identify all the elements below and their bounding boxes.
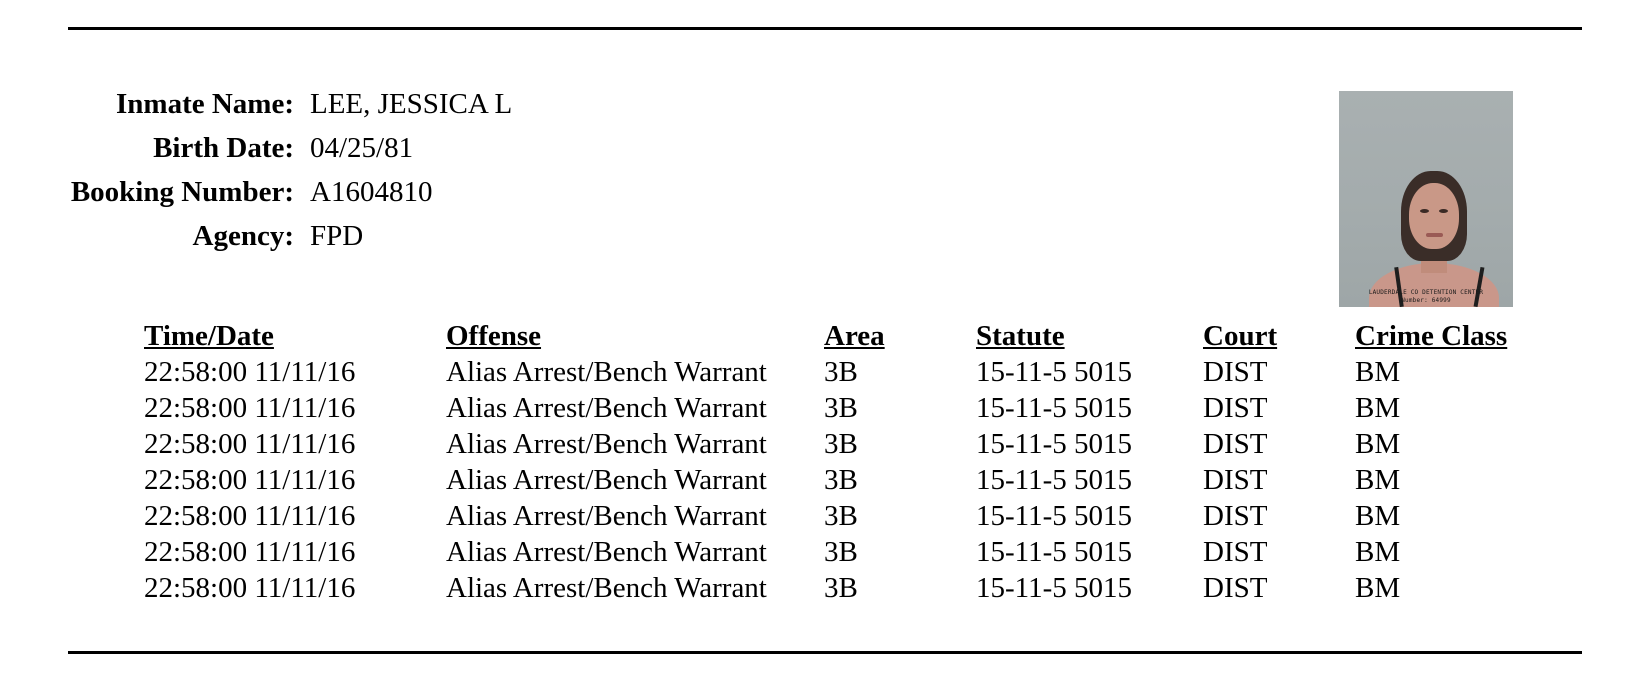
charge-area: 3B (824, 392, 858, 424)
header-crime-class: Crime Class (1355, 320, 1508, 352)
charge-row (144, 572, 1525, 608)
charge-row (144, 500, 1525, 536)
charge-time-date: 22:58:00 11/11/16 (144, 464, 356, 496)
charge-crime-class: BM (1355, 464, 1401, 496)
charge-crime-class: BM (1355, 500, 1401, 532)
charge-statute: 15-11-5 5015 (976, 500, 1132, 532)
agency-row (0, 220, 512, 264)
charge-offense: Alias Arrest/Bench Warrant (446, 572, 767, 604)
charge-statute: 15-11-5 5015 (976, 536, 1132, 568)
charge-offense: Alias Arrest/Bench Warrant (446, 464, 767, 496)
header-time-date: Time/Date (144, 320, 274, 352)
header-court: Court (1203, 320, 1278, 352)
booking-number-row (0, 176, 512, 220)
charge-area: 3B (824, 500, 858, 532)
charge-court: DIST (1203, 464, 1268, 496)
charge-offense: Alias Arrest/Bench Warrant (446, 428, 767, 460)
charge-row (144, 536, 1525, 572)
header-offense: Offense (446, 320, 542, 352)
charge-crime-class: BM (1355, 392, 1401, 424)
charge-statute: 15-11-5 5015 (976, 428, 1132, 460)
header-area: Area (824, 320, 885, 352)
charge-time-date: 22:58:00 11/11/16 (144, 428, 356, 460)
charge-crime-class: BM (1355, 428, 1401, 460)
charge-court: DIST (1203, 356, 1268, 388)
photo-mouth (1426, 233, 1443, 237)
photo-eye-left (1420, 209, 1429, 213)
charge-statute: 15-11-5 5015 (976, 464, 1132, 496)
charge-crime-class: BM (1355, 356, 1401, 388)
charges-table (144, 320, 1525, 608)
birth-date-label: Birth Date: (153, 132, 294, 164)
photo-caption-line1: LAUDERDALE CO DETENTION CENTER (1368, 289, 1484, 296)
charge-row (144, 356, 1525, 392)
booking-number-value: A1604810 (310, 176, 433, 208)
inmate-name-row (0, 88, 512, 132)
inmate-name-value: LEE, JESSICA L (310, 88, 513, 120)
booking-number-label: Booking Number: (70, 176, 294, 208)
charges-header-row (144, 320, 1525, 356)
charge-area: 3B (824, 464, 858, 496)
charge-offense: Alias Arrest/Bench Warrant (446, 500, 767, 532)
charge-area: 3B (824, 536, 858, 568)
charge-statute: 15-11-5 5015 (976, 392, 1132, 424)
photo-eye-right (1439, 209, 1448, 213)
charge-court: DIST (1203, 536, 1268, 568)
charge-court: DIST (1203, 392, 1268, 424)
charge-statute: 15-11-5 5015 (976, 356, 1132, 388)
charge-offense: Alias Arrest/Bench Warrant (446, 356, 767, 388)
charge-row (144, 464, 1525, 500)
charge-offense: Alias Arrest/Bench Warrant (446, 536, 767, 568)
charge-row (144, 428, 1525, 464)
charge-crime-class: BM (1355, 536, 1401, 568)
charge-time-date: 22:58:00 11/11/16 (144, 536, 356, 568)
booking-photo (1339, 91, 1513, 307)
top-divider (68, 27, 1582, 30)
inmate-info (0, 88, 512, 264)
charge-time-date: 22:58:00 11/11/16 (144, 392, 356, 424)
charge-area: 3B (824, 356, 858, 388)
charge-court: DIST (1203, 428, 1268, 460)
photo-caption (1339, 289, 1513, 305)
charge-offense: Alias Arrest/Bench Warrant (446, 392, 767, 424)
charge-time-date: 22:58:00 11/11/16 (144, 572, 356, 604)
charge-row (144, 392, 1525, 428)
charge-crime-class: BM (1355, 572, 1401, 604)
header-statute: Statute (976, 320, 1065, 352)
agency-value: FPD (310, 220, 364, 252)
charge-time-date: 22:58:00 11/11/16 (144, 356, 356, 388)
charge-court: DIST (1203, 500, 1268, 532)
birth-date-value: 04/25/81 (310, 132, 414, 164)
photo-face (1409, 183, 1459, 249)
charge-court: DIST (1203, 572, 1268, 604)
charge-statute: 15-11-5 5015 (976, 572, 1132, 604)
inmate-name-label: Inmate Name: (116, 88, 294, 120)
photo-caption-line2: Number: 64999 (1401, 297, 1451, 304)
agency-label: Agency: (192, 220, 294, 252)
birth-date-row (0, 132, 512, 176)
charge-area: 3B (824, 572, 858, 604)
charge-area: 3B (824, 428, 858, 460)
bottom-divider (68, 651, 1582, 654)
charge-time-date: 22:58:00 11/11/16 (144, 500, 356, 532)
